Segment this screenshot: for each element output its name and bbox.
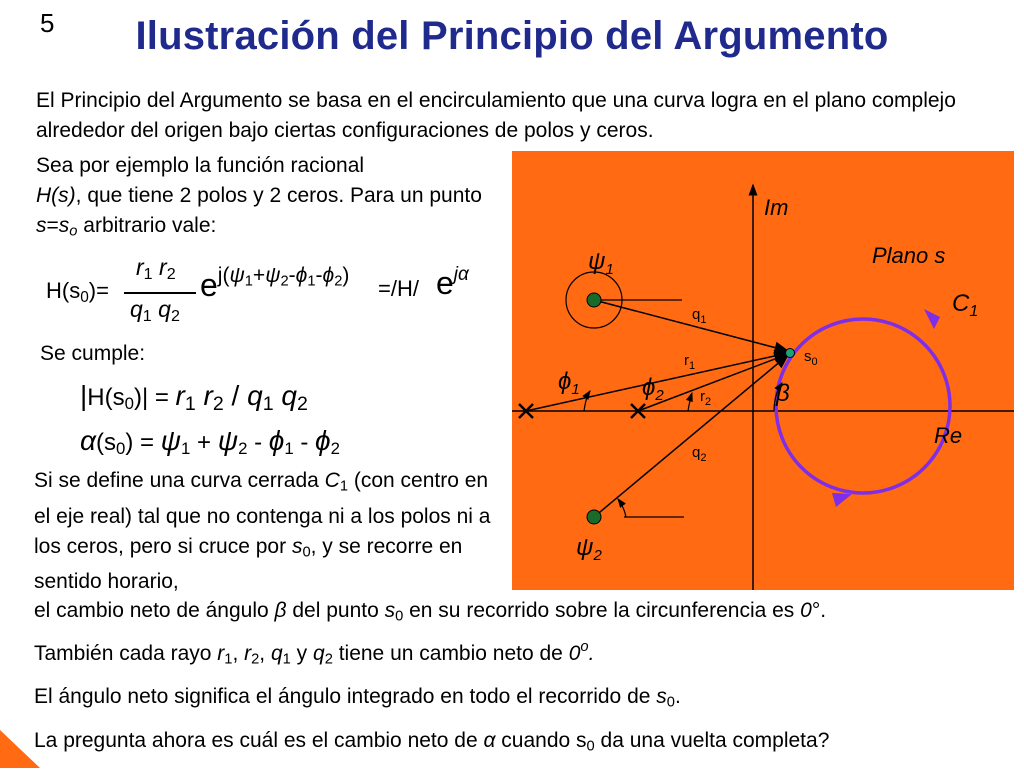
question-line: La pregunta ahora es cuál es el cambio neto de α cuando $s_0$ da una vuelta completa? xyxy=(34,728,830,755)
ray-q1 xyxy=(594,300,788,351)
label-q1: $q_1$ xyxy=(692,306,707,326)
transfer-formula: $H(s_0)=$ $r_1$ $r_2$ $q_1$ $q_2$ $e^{j(\psi_1+\psi_2-\phi_1-\phi_2)}$ =/H/ $e^{j\alpha}$ xyxy=(46,254,469,326)
label-s0: $s_0$ xyxy=(804,348,818,368)
label-im: Im xyxy=(764,195,789,220)
label-beta: β xyxy=(776,380,790,407)
label-c1: $C_1$ xyxy=(952,290,979,320)
page-title: Ilustración del Principio del Argumento xyxy=(135,14,889,58)
intro-paragraph: El Principio del Argumento se basa en el encirculamiento que una curva logra en el plano complejo alrededor del origen bajo ciertas configuraciones de polos y ceros. xyxy=(36,89,956,142)
label-psi1: $\psi_1$ xyxy=(588,248,614,278)
ray-q2 xyxy=(594,355,788,517)
point-s0 xyxy=(786,349,795,358)
curve-definition-paragraph: Si se define una curva cerrada $C_1$ (con centro en el eje real) tal que no contenga ni a los polos ni a los ceros, pero si cruce por $s_0$, y se recorre en sentido horario, xyxy=(34,469,491,594)
contour-c1 xyxy=(776,319,950,493)
label-re: Re xyxy=(934,423,963,448)
net-angle-line: El ángulo neto significa el ángulo integrado en todo el recorrido de $s_0$. xyxy=(34,685,681,711)
angle-equation: $\alpha(s_0) = \psi_1 + \psi_2 - \phi_1 - \phi_2$ xyxy=(80,425,340,459)
label-q2: $q_2$ xyxy=(692,444,707,464)
label-plane: Plano s xyxy=(872,243,946,268)
beta-change-line: el cambio neto de ángulo β del punto $s_0$ en su recorrido sobre la circunferencia es 0°. xyxy=(34,599,827,625)
label-psi2: $\psi_2$ xyxy=(576,534,602,564)
contour-arrow-top xyxy=(924,309,940,329)
se-cumple-label: Se cumple: xyxy=(40,342,146,365)
psi2-arc xyxy=(618,499,626,517)
magnitude-equation: $|H(s_0)| = r_1$ $r_2 / q_1$ $q_2$ xyxy=(80,380,308,415)
contour-arrow-bottom xyxy=(832,493,852,507)
conclusion-text xyxy=(34,596,1014,770)
example-paragraph: Sea por ejemplo la función racional H(s), que tiene 2 polos y 2 ceros. Para un punto $s=s_o$ arbitrario vale: xyxy=(36,154,482,240)
zero-2 xyxy=(587,510,601,524)
corner-decoration xyxy=(0,730,40,768)
phi1-arc xyxy=(584,391,590,411)
s-plane-diagram xyxy=(512,151,1014,590)
label-phi2: $\phi_2$ xyxy=(642,374,664,404)
phi2-arc xyxy=(688,393,692,411)
label-r2: $r_2$ xyxy=(700,388,712,408)
slide-number: 5 xyxy=(40,8,55,38)
zero-1 xyxy=(587,293,601,307)
rays-change-line: También cada rayo $r_1$, $r_2$, $q_1$ y $q_2$ tiene un cambio neto de 0$^o$. xyxy=(34,638,595,668)
label-phi1: $\phi_1$ xyxy=(558,368,580,398)
label-r1: $r_1$ xyxy=(684,352,696,372)
